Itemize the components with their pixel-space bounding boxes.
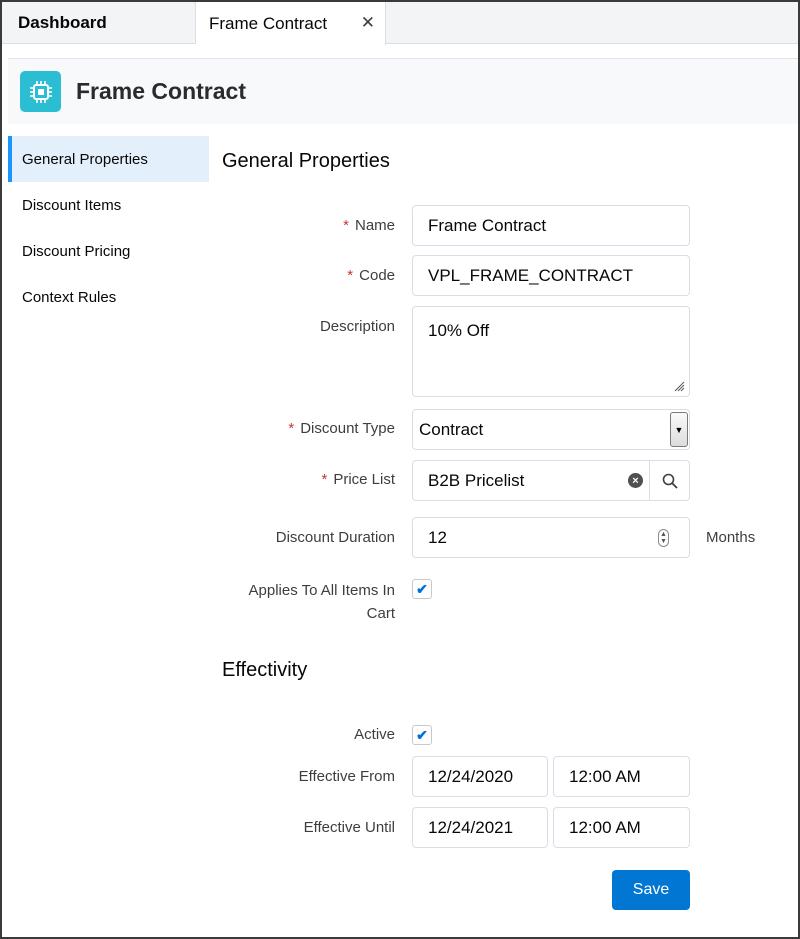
active-label: Active (354, 726, 395, 743)
sidebar-item-label: Discount Pricing (22, 242, 131, 260)
effective-until-time-input[interactable] (553, 807, 690, 848)
sidebar-item-context-rules[interactable] (8, 274, 209, 320)
save-button[interactable]: Save (612, 870, 690, 910)
discount-duration-value: 12 (428, 527, 447, 547)
tab-bar (2, 2, 798, 44)
code-input[interactable] (412, 255, 690, 296)
effective-from-label: Effective From (298, 768, 395, 785)
required-marker: * (288, 420, 295, 437)
description-label: Description (319, 318, 395, 335)
duration-unit-label: Months (706, 529, 756, 546)
effective-from-date: 12/24/2020 (428, 766, 514, 786)
price-list-value: B2B Pricelist (428, 470, 525, 490)
effective-until-label: Effective Until (303, 819, 395, 836)
code-value: VPL_FRAME_CONTRACT (428, 265, 633, 285)
description-textarea[interactable] (412, 306, 690, 397)
effective-until-time: 12:00 AM (569, 817, 641, 837)
page-title: Frame Contract (76, 78, 246, 104)
required-marker: * (347, 267, 354, 284)
sidebar-item-label: Context Rules (22, 288, 117, 306)
tab-dashboard-label: Dashboard (18, 13, 107, 32)
name-value: Frame Contract (428, 215, 547, 235)
tab-frame-contract[interactable] (196, 2, 386, 45)
name-input[interactable] (412, 205, 690, 246)
discount-duration-label: Discount Duration (275, 529, 395, 546)
price-list-label: * Price List (321, 471, 395, 488)
close-icon[interactable]: ✕ (360, 13, 375, 32)
discount-duration-input[interactable] (412, 517, 690, 558)
tab-frame-contract-label: Frame Contract (209, 13, 328, 33)
sidebar-item-discount-items[interactable] (8, 182, 209, 228)
section-title-effectivity: Effectivity (222, 659, 308, 681)
chip-icon (20, 71, 61, 112)
required-marker: * (343, 217, 349, 234)
name-label: * Name (343, 217, 395, 234)
effective-until-date-input[interactable] (412, 807, 548, 848)
active-checkbox[interactable]: ✔ (412, 725, 432, 745)
discount-type-value: Contract (419, 419, 484, 439)
number-stepper-icon[interactable]: ▲ ▼ (658, 529, 669, 547)
description-value: 10% Off (428, 321, 490, 340)
discount-type-label: * Discount Type (288, 420, 395, 437)
effective-from-time: 12:00 AM (569, 766, 641, 786)
record-header (8, 58, 798, 124)
sidebar-item-label: Discount Items (22, 196, 122, 214)
applies-to-all-label: Applies To All Items In Cart (248, 582, 395, 622)
effective-until-date: 12/24/2021 (428, 817, 514, 837)
chevron-down-icon[interactable]: ▼ (670, 412, 688, 447)
price-list-lookup[interactable] (412, 460, 690, 501)
tab-dashboard[interactable] (2, 2, 196, 44)
section-title-general: General Properties (222, 150, 390, 172)
clear-icon[interactable]: × (628, 473, 643, 488)
discount-type-select[interactable] (412, 409, 690, 450)
resize-handle-icon[interactable] (673, 380, 685, 392)
applies-to-all-checkbox[interactable]: ✔ (412, 579, 432, 599)
effective-from-date-input[interactable] (412, 756, 548, 797)
required-marker: * (321, 471, 328, 488)
sidebar-item-label: General Properties (22, 150, 148, 168)
sidebar-item-general-properties[interactable] (8, 136, 209, 182)
effective-from-time-input[interactable] (553, 756, 690, 797)
sidebar-item-discount-pricing[interactable] (8, 228, 209, 274)
sidebar-nav (8, 136, 209, 320)
search-icon[interactable] (649, 461, 689, 500)
code-label: * Code (347, 267, 395, 284)
